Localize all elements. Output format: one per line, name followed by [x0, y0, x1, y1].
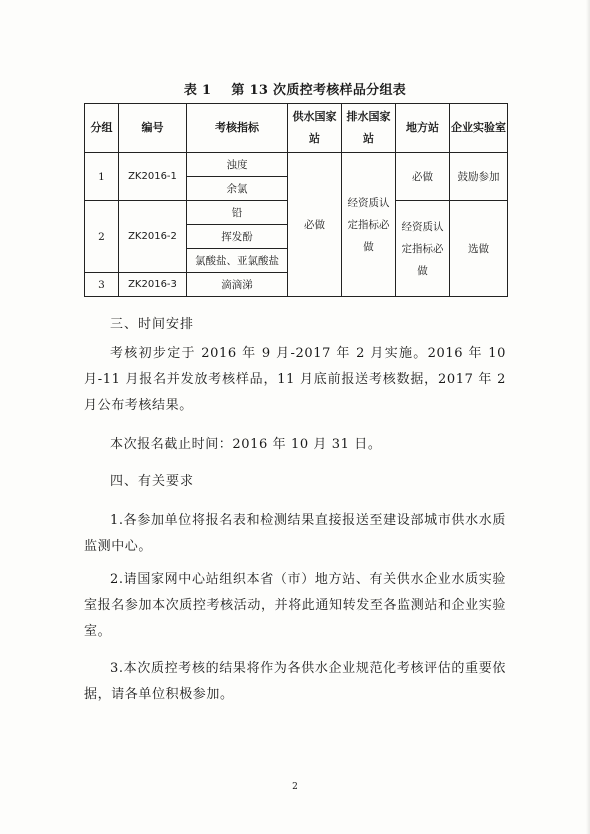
requirement-item-2: 2.请国家网中心站组织本省（市）地方站、有关供水企业水质实验室报名参加本次质控考核活动，并将此通知转发至各监测站和企业实验室。 [84, 572, 506, 639]
table-header-row [85, 104, 508, 153]
table-caption [0, 79, 590, 98]
section-3-heading: 三、时间安排 [110, 317, 195, 332]
table-caption-label: 表 1 [183, 83, 212, 98]
local-g23-text: 经资质认定指标必做 [401, 220, 444, 277]
code-cell: ZK2016-3 [119, 273, 187, 297]
header-group: 分组 [85, 104, 119, 153]
local-g1-cell: 必做 [396, 153, 450, 201]
indicator-cell: 挥发酚 [187, 225, 288, 249]
section-3-paragraph-1: 考核初步定于 2016 年 9 月-2017 年 2 月实施。2016 年 10 月-11 月报名并发放考核样品，11 月底前报送考核数据，2017 年 2 月公布考核结果。 [84, 346, 506, 413]
indicator-cell: 浊度 [187, 153, 288, 177]
header-indicator: 考核指标 [187, 104, 288, 153]
code-cell: ZK2016-2 [119, 201, 187, 273]
section-4-heading: 四、有关要求 [110, 474, 195, 489]
header-enterprise: 企业实验室 [450, 104, 508, 153]
indicator-cell: 氯酸盐、亚氯酸盐 [187, 249, 288, 273]
header-paishui-national [342, 104, 396, 153]
group-cell: 1 [85, 153, 119, 201]
gongshui-national-cell: 必做 [288, 153, 342, 297]
page-edge-shadow [586, 0, 590, 834]
header-paishui-national-text: 排水国家站 [346, 110, 391, 145]
table-row [85, 153, 508, 177]
group-cell: 2 [85, 201, 119, 273]
local-g23-cell [396, 201, 450, 297]
group-cell: 3 [85, 273, 119, 297]
header-code: 编号 [119, 104, 187, 153]
code-cell: ZK2016-1 [119, 153, 187, 201]
enterprise-g1-cell: 鼓励参加 [450, 153, 508, 201]
sample-group-table [84, 103, 508, 297]
table-caption-title: 第 13 次质控考核样品分组表 [231, 83, 407, 98]
paishui-national-text: 经资质认定指标必做 [347, 196, 390, 253]
indicator-cell: 余氯 [187, 177, 288, 201]
requirement-item-3: 3.本次质控考核的结果将作为各供水企业规范化考核评估的重要依据，请各单位积极参加。 [84, 661, 506, 702]
indicator-cell: 滴滴涕 [187, 273, 288, 297]
paishui-national-cell [342, 153, 396, 297]
header-gongshui-national [288, 104, 342, 153]
page-number: 2 [292, 782, 298, 792]
header-gongshui-national-text: 供水国家站 [292, 110, 337, 145]
enterprise-g23-cell: 选做 [450, 201, 508, 297]
requirement-item-1: 1.各参加单位将报名表和检测结果直接报送至建设部城市供水水质监测中心。 [84, 513, 506, 554]
section-3-paragraph-2: 本次报名截止时间：2016 年 10 月 31 日。 [110, 437, 382, 452]
header-local: 地方站 [396, 104, 450, 153]
indicator-cell: 铅 [187, 201, 288, 225]
